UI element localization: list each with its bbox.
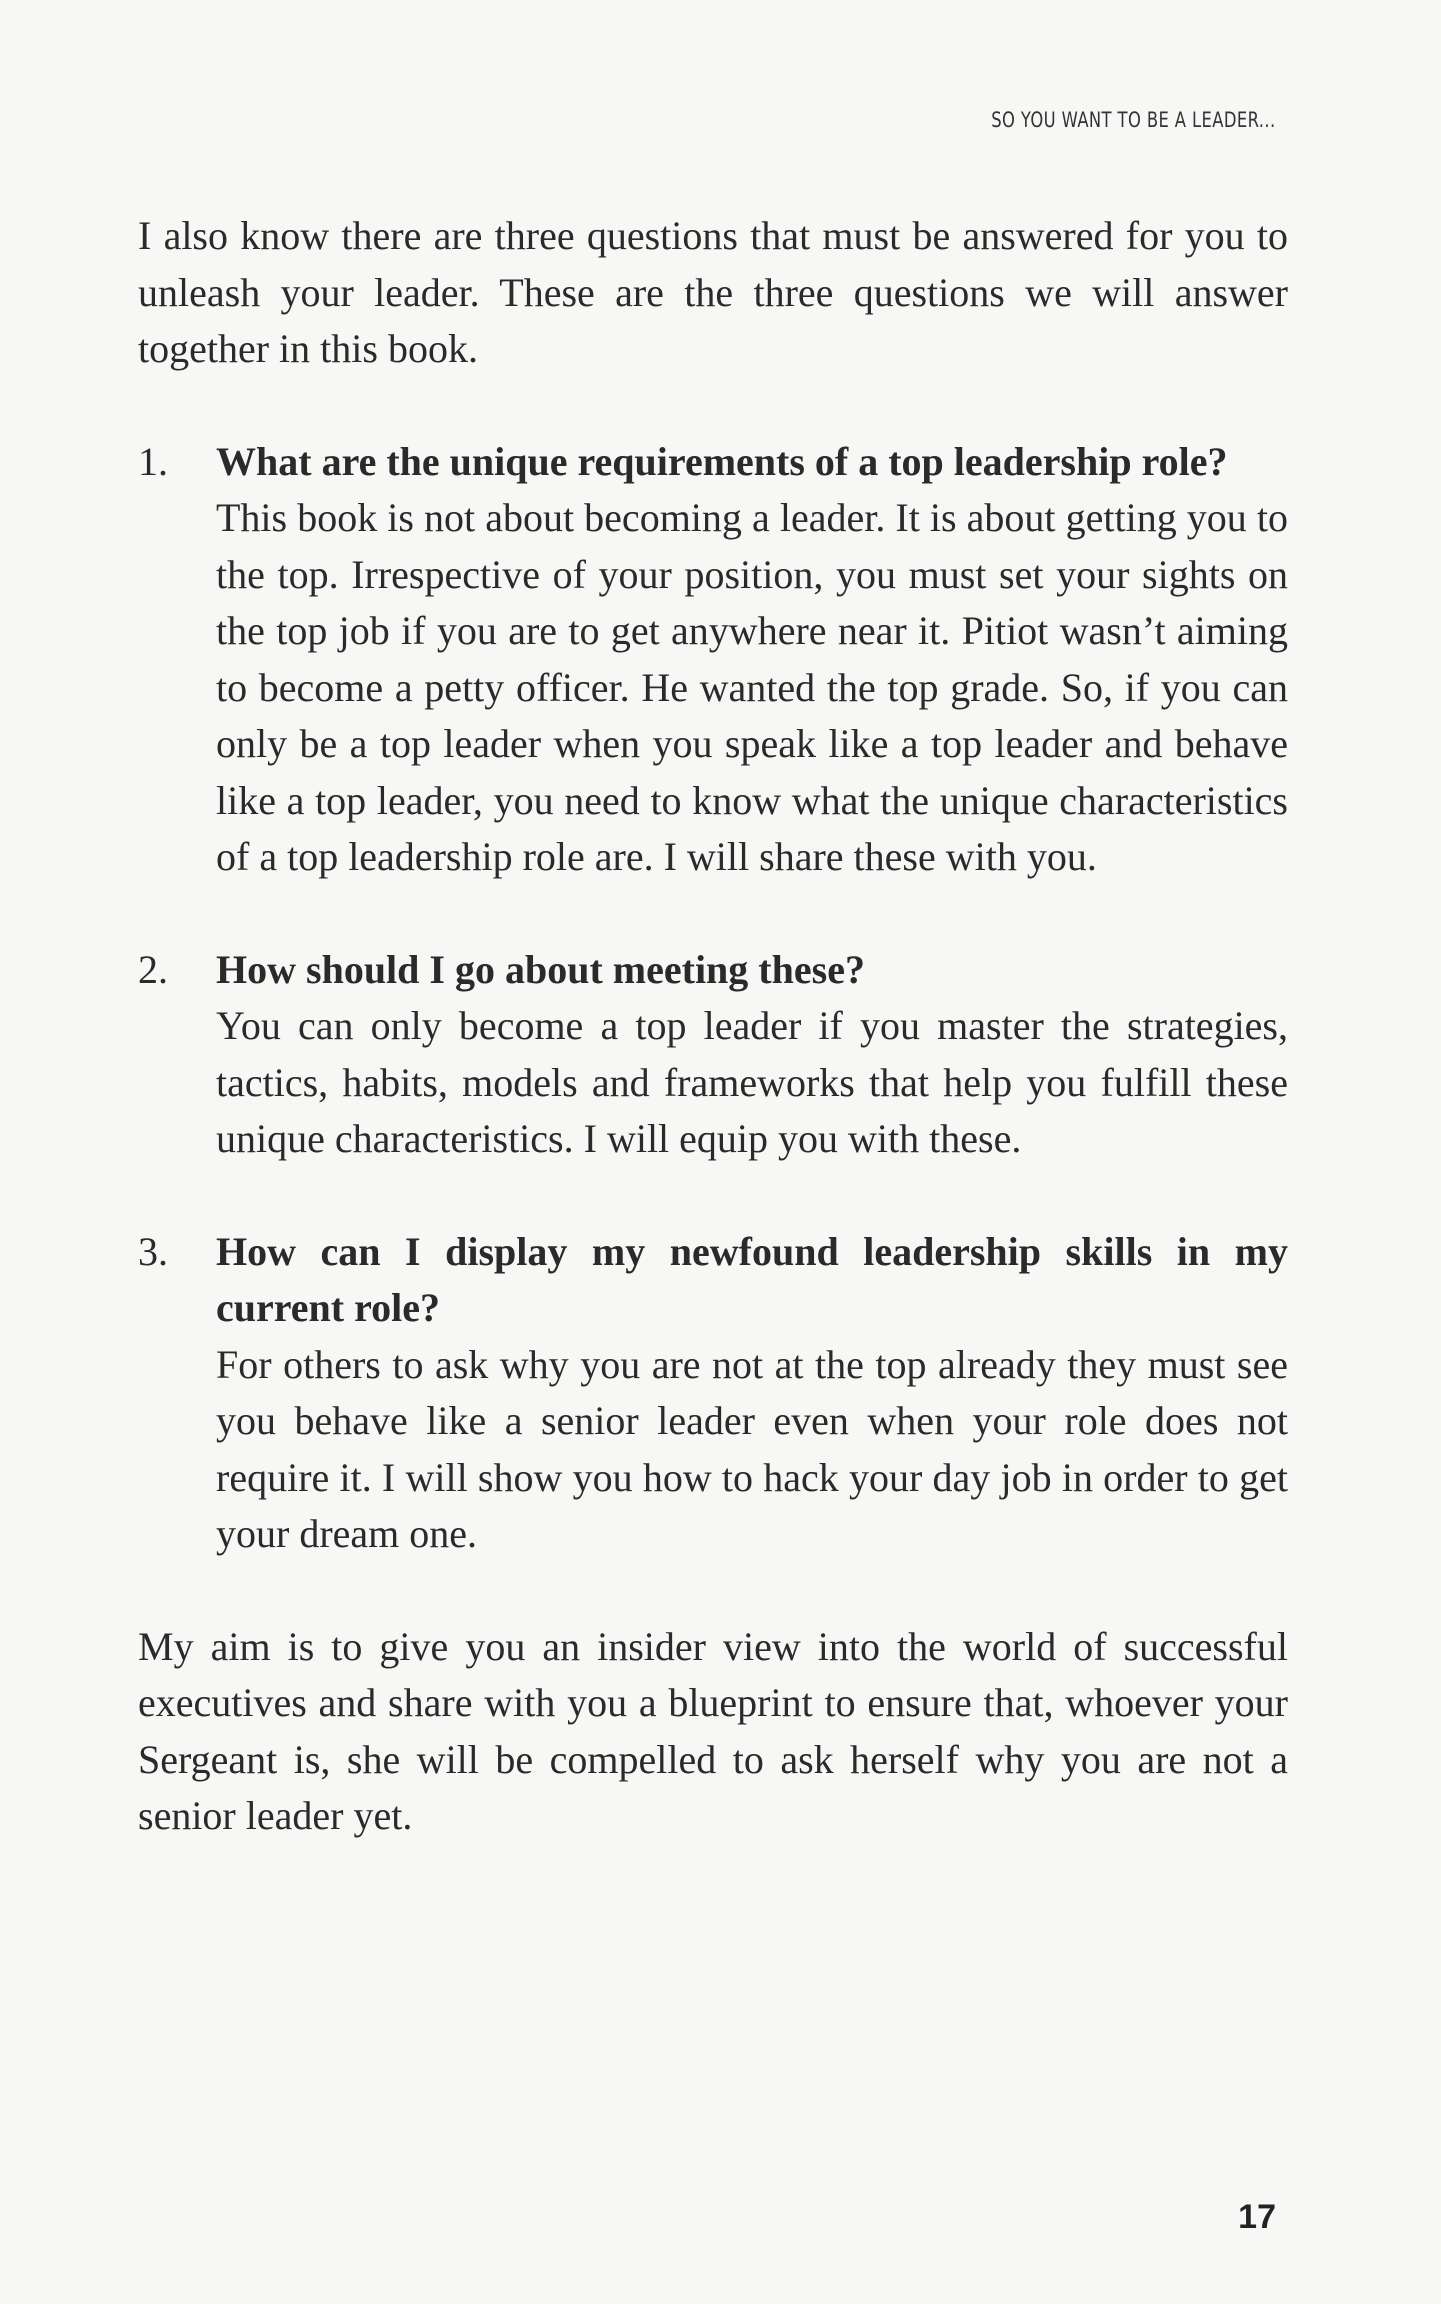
list-item-number: 1.	[138, 438, 168, 484]
list-item-title: How can I display my newfound leadership skills in my current role?	[216, 1228, 1288, 1330]
list-item-body: You can only become a top leader if you master the strategies, tactics, habits, models and frameworks that help you fulfill these unique characteristics. I will equip you with these.	[216, 1003, 1288, 1161]
list-item	[138, 434, 1288, 886]
list-item-body: For others to ask why you are not at the top already they must see you behave like a senior leader even when your role does not require it. I will show you how to hack your day job in order to get your dream one.	[216, 1341, 1288, 1556]
closing-paragraph: My aim is to give you an insider view into the world of successful executives and share with you a blueprint to ensure that, whoever your Sergeant is, she will be compelled to ask herself why you are not a senior leader yet.	[138, 1623, 1288, 1838]
running-header: SO YOU WANT TO BE A LEADER...	[991, 108, 1276, 132]
list-item	[138, 942, 1288, 1168]
page-body	[138, 208, 1288, 1845]
list-item-number: 2.	[138, 946, 168, 992]
list-item	[138, 1224, 1288, 1563]
intro-paragraph: I also know there are three questions that must be answered for you to unleash your leader. These are the three questions we will answer together in this book.	[138, 213, 1288, 371]
list-item-title: How should I go about meeting these?	[216, 946, 865, 992]
list-item-number: 3.	[138, 1228, 168, 1274]
list-item-body: This book is not about becoming a leader. It is about getting you to the top. Irrespective of your position, you must set your sights on the top job if you are to get anywhere near it. Pitiot wasn’t aiming to become a petty officer. He wanted the top grade. So, if you can only be a top leader when you speak like a top leader and behave like a top leader, you need to know what the unique characteristics of a top leadership role are. I will share these with you.	[216, 495, 1288, 879]
list-item-title: What are the unique requirements of a top leadership role?	[216, 438, 1228, 484]
page-number: 17	[1238, 2198, 1276, 2236]
